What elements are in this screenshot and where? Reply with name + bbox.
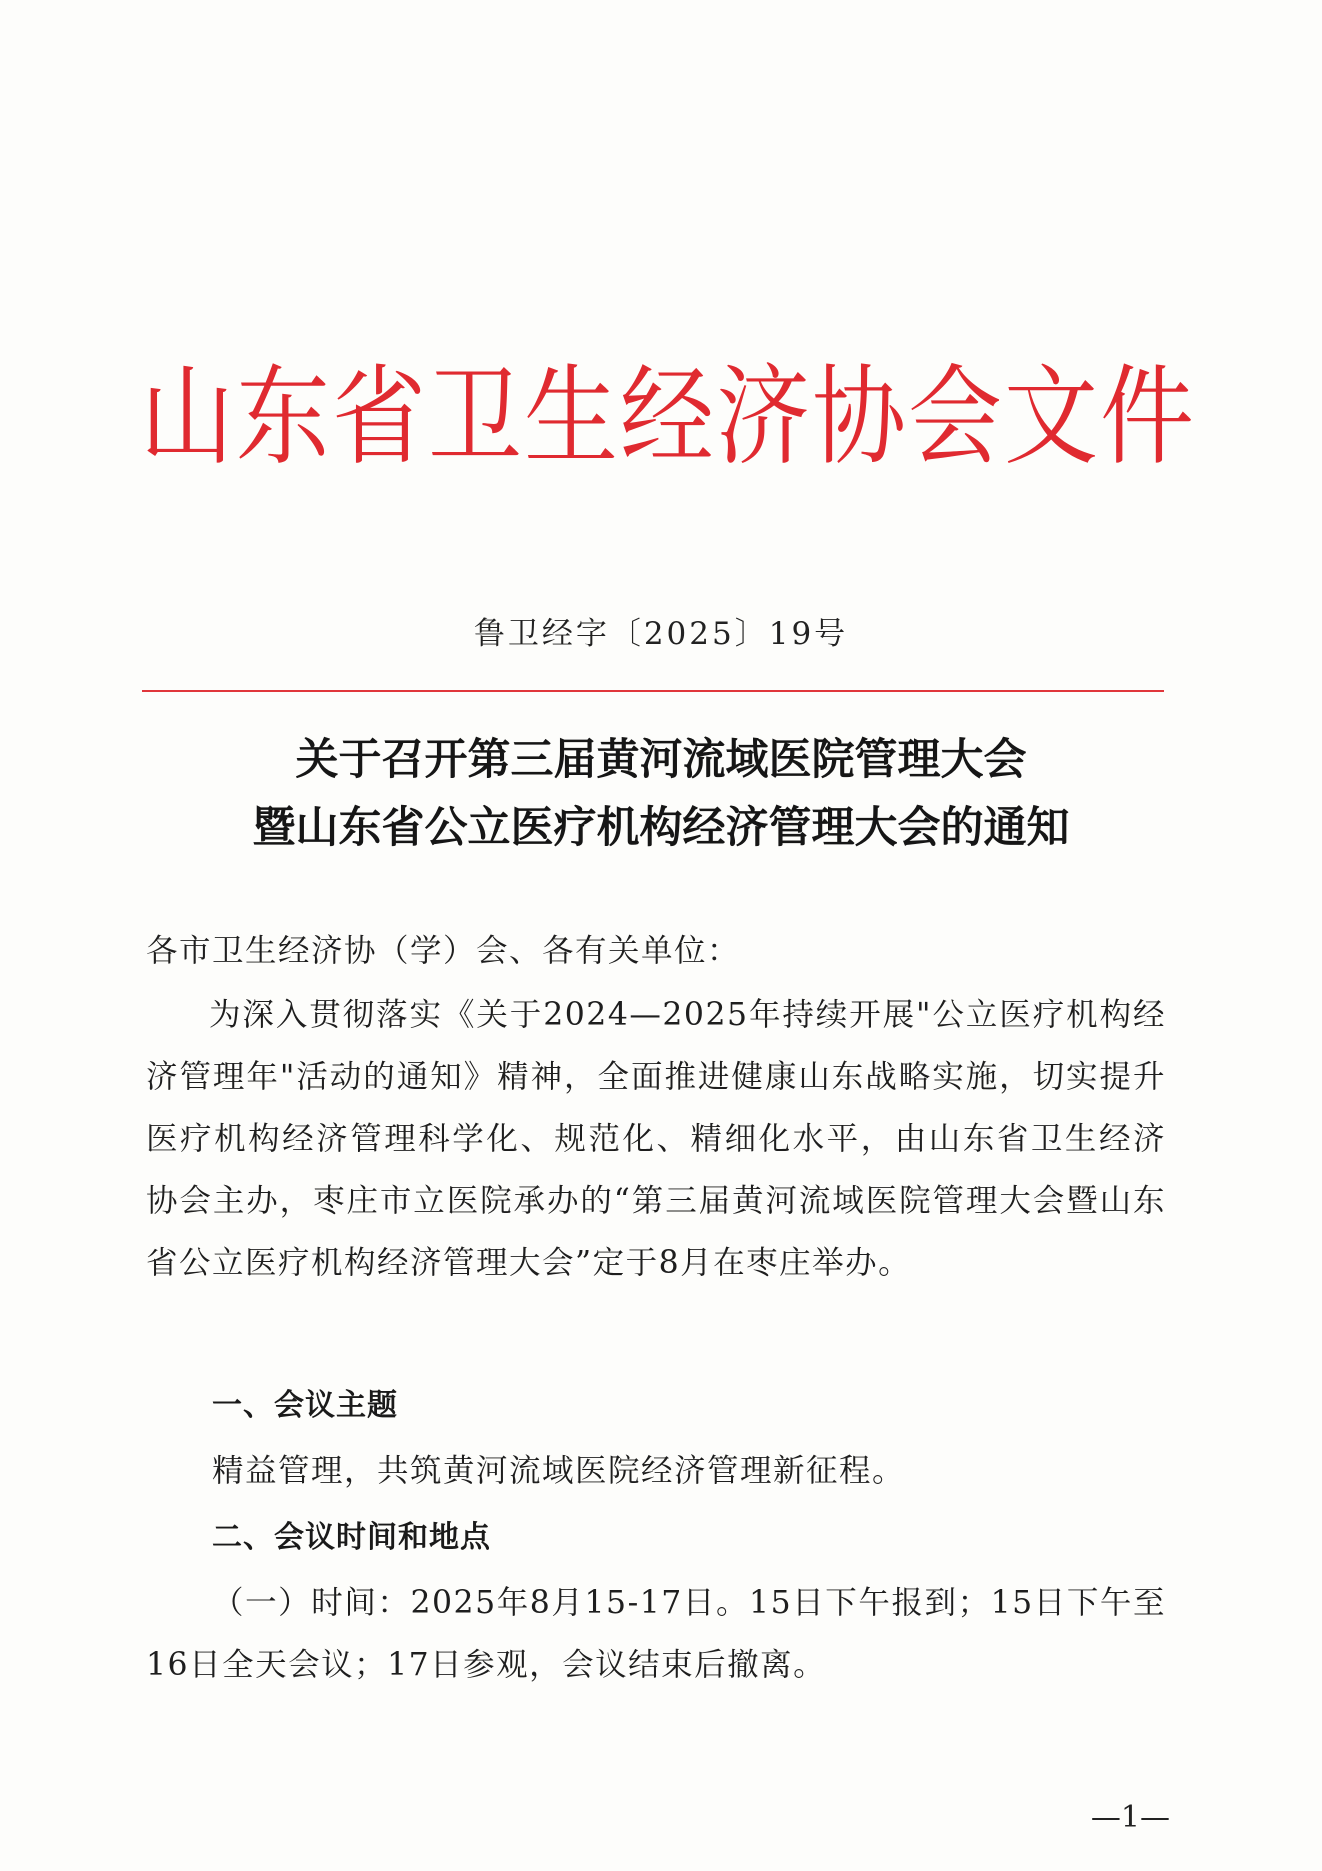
salutation: 各市卫生经济协（学）会、各有关单位： bbox=[146, 933, 741, 969]
masthead-title: 山东省卫生经济协会文件 bbox=[140, 355, 1197, 481]
document-number: 鲁卫经字〔2025〕19号 bbox=[473, 616, 849, 652]
section-heading-time-place: 二、会议时间和地点 bbox=[212, 1520, 491, 1555]
intro-paragraph: 为深入贯彻落实《关于2024—2025年持续开展"公立医疗机构经济管理年"活动的通知》精神，全面推进健康山东战略实施，切实提升医疗机构经济管理科学化、规范化、精细化水平，由山东省卫生经济协会主办，枣庄市立医院承办的“第三届黄河流域医院管理大会暨山东省公立医疗机构经济管理大会”定于8月在枣庄举办。 bbox=[146, 997, 1166, 1281]
notice-title-line-2: 暨山东省公立医疗机构经济管理大会的通知 bbox=[252, 803, 1070, 853]
section-heading-theme: 一、会议主题 bbox=[212, 1388, 398, 1423]
red-divider-line bbox=[142, 690, 1164, 692]
notice-title-line-1: 关于召开第三届黄河流域医院管理大会 bbox=[295, 735, 1027, 785]
section-text-time: （一）时间：2025年8月15-17日。15日下午报到；15日下午至16日全天会议；17日参观，会议结束后撤离。 bbox=[146, 1585, 1166, 1683]
page-number: —1— bbox=[1090, 1800, 1170, 1835]
section-text-theme: 精益管理，共筑黄河流域医院经济管理新征程。 bbox=[212, 1453, 906, 1489]
